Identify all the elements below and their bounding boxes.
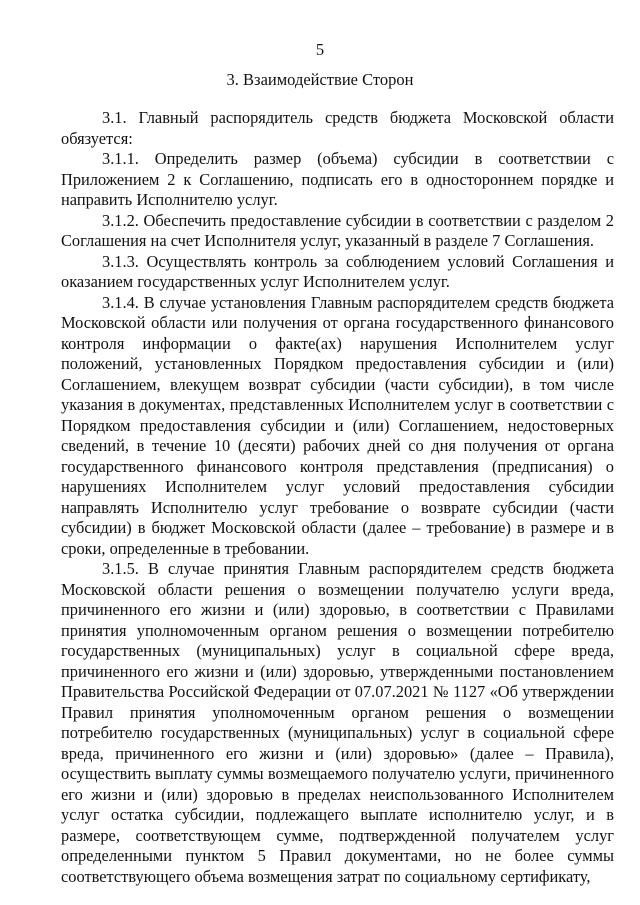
clause-3-1: 3.1. Главный распорядитель средств бюджета Московской области обязуется: — [61, 108, 614, 148]
clause-3-1-4: 3.1.4. В случае установления Главным распорядителем средств бюджета Московской области или получения от органа государственного финансового контроля информации о факте(ах) нарушения Исполнителем услуг положений, установленных Порядком предоставления субсидии и (или) Соглашением, влекущем возврат субсидии (части субсидии), в том числе указания в документах, представленных Исполнителем услуг в соответствии с Порядком предоставления субсидии и (или) Соглашением, недостоверных сведений, в течение 10 (десяти) рабочих дней со дня получения от органа государственного финансового контроля представления (предписания) о нарушениях Исполнителем услуг условий предоставления субсидии направлять Исполнителю услуг требование о возврате субсидии (части субсидии) в бюджет Московской области (далее – требование) в размере и в сроки, определенные в требовании. — [61, 292, 614, 558]
section-body — [61, 108, 614, 887]
clause-3-1-1: 3.1.1. Определить размер (объема) субсидии в соответствии с Приложением 2 к Соглашению, подписать его в одностороннем порядке и направить Исполнителю услуг. — [61, 149, 614, 209]
section-title: 3. Взаимодействие Сторон — [226, 70, 414, 89]
page-number: 5 — [315, 40, 325, 59]
clause-3-1-3: 3.1.3. Осуществлять контроль за соблюдением условий Соглашения и оказанием государственных услуг Исполнителем услуг. — [61, 251, 614, 291]
clause-3-1-5: 3.1.5. В случае принятия Главным распорядителем средств бюджета Московской области решения о возмещении получателю услуги вреда, причиненного его жизни и (или) здоровью, в соответствии с Правилами принятия уполномоченным органом решения о возмещении потребителю государственных (муниципальных) услуг в социальной сфере вреда, причиненного его жизни и (или) здоровью, утвержденными постановлением Правительства Российской Федерации от 07.07.2021 № 1127 «Об утверждении Правил принятия уполномоченным органом решения о возмещении потребителю государственных (муниципальных) услуг в социальной сфере вреда, причиненного его жизни и (или) здоровью» (далее – Правила), осуществить выплату суммы возмещаемого получателю услуги, причиненного его жизни и (или) здоровью в пределах неиспользованного Исполнителем услуг остатка субсидии, подлежащего выплате исполнителю услуг, и в размере, соответствующем сумме, подтвержденной получателем услуг определенными пунктом 5 Правил документами, но не более суммы соответствующего объема возмещения затрат по социальному сертификату, — [61, 559, 614, 886]
clause-3-1-2: 3.1.2. Обеспечить предоставление субсидии в соответствии с разделом 2 Соглашения на счет Исполнителя услуг, указанный в разделе 7 Соглашения. — [61, 210, 614, 250]
